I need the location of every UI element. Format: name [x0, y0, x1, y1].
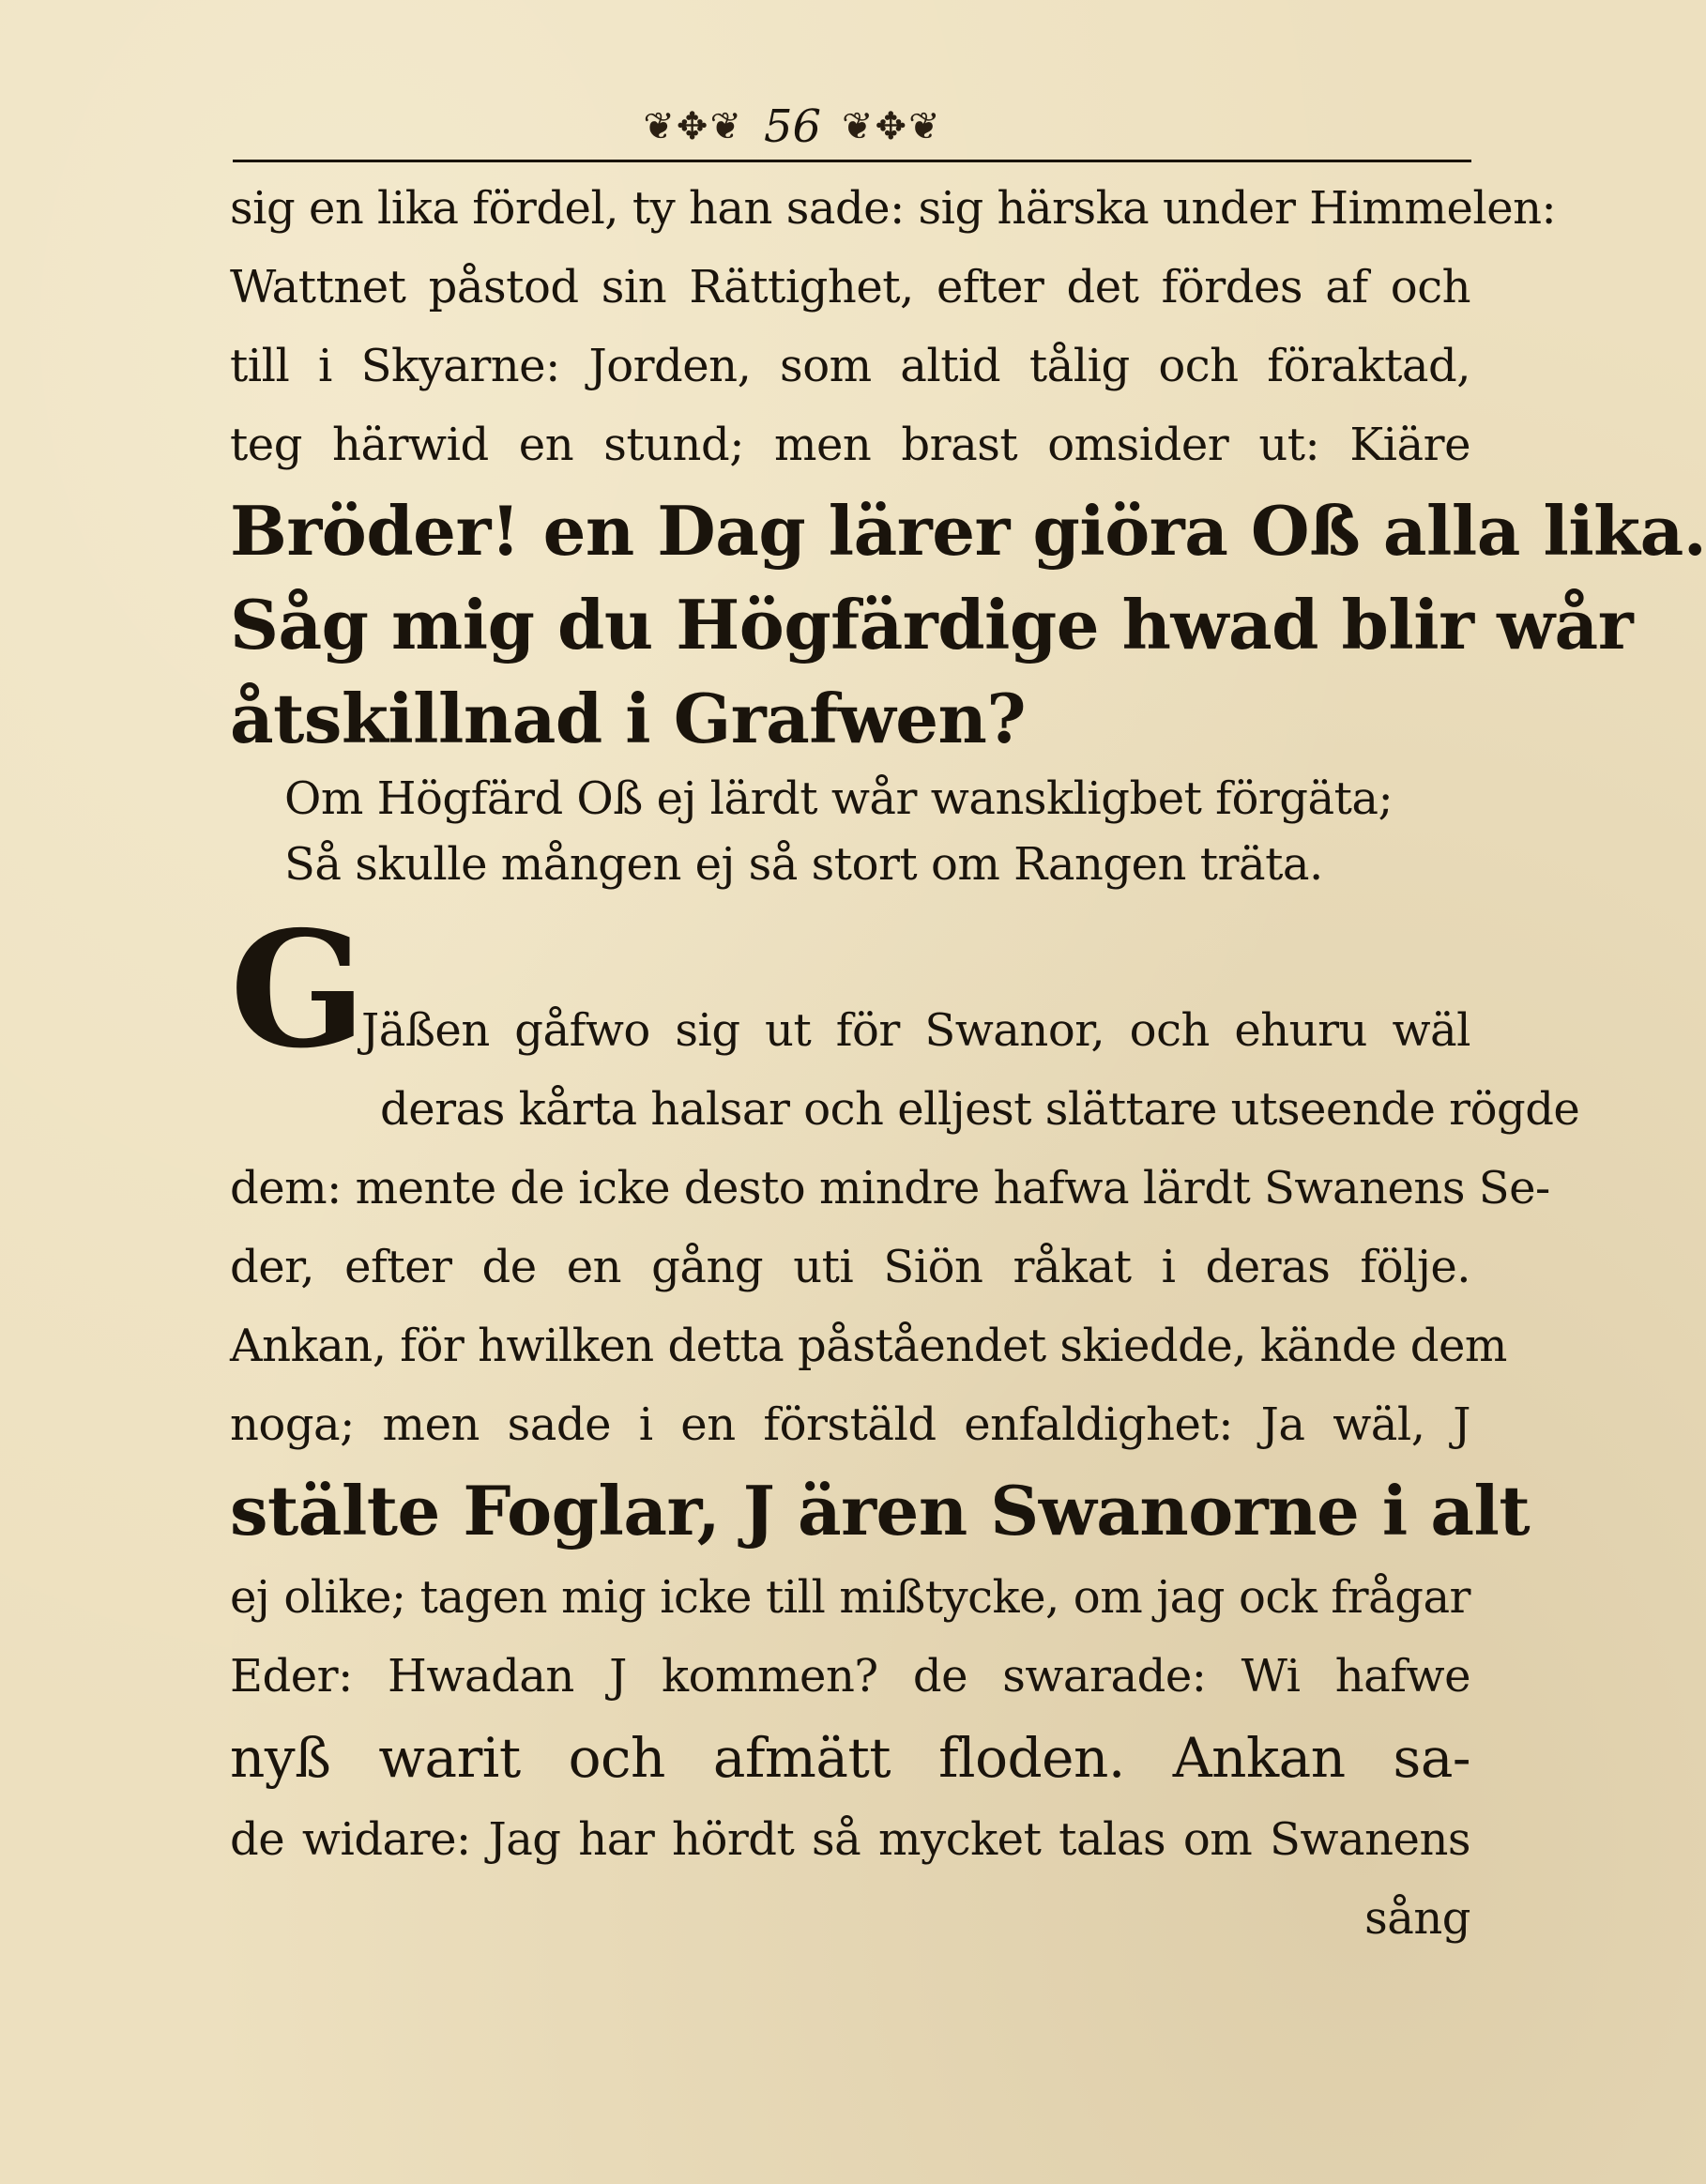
ornament-left-icon: ❦✥❦	[643, 105, 743, 148]
text-line: åtskillnad i Grafwen?	[230, 679, 1027, 758]
text-line: Såg mig du Högfärdige hwad blir wår	[230, 585, 1634, 664]
text-line: Wattnet påstod sin Rättighet, efter det fördes af och	[230, 261, 1470, 313]
text-line: der, efter de en gång uti Siön råkat i deras följe.	[230, 1241, 1470, 1293]
verse-line: Så skulle mången ej så stort om Rangen träta.	[284, 838, 1323, 891]
page-number: 56	[763, 100, 822, 153]
text-line: dem: mente de icke desto mindre hafwa lärdt Swanens Se-	[230, 1162, 1550, 1214]
catchword: sång	[1364, 1892, 1470, 1945]
text-line: Eder: Hwadan J kommen? de swarade: Wi hafwe	[230, 1650, 1470, 1703]
text-line: deras kårta halsar och elljest slättare utseende rögde	[380, 1083, 1580, 1136]
text-line: stälte Foglar, J ären Swanorne i alt	[230, 1471, 1531, 1550]
text-line: noga; men sade i en förstäld enfaldighet: Ja wäl, J	[230, 1398, 1470, 1451]
text-line: Bröder! en Dag lärer giöra Oß alla lika.	[230, 491, 1706, 571]
text-line: ej olike; tagen mig icke till mißtycke, om jag ock frågar	[230, 1571, 1470, 1624]
text-line: teg härwid en stund; men brast omsider ut: Kiäre	[230, 419, 1470, 471]
page-header	[0, 99, 1585, 155]
verse-line: Om Högfärd Oß ej lärdt wår wanskligbet förgäta;	[284, 772, 1394, 825]
text-line: de widare: Jag har hördt så mycket talas om Swanens	[230, 1813, 1470, 1866]
text-line: Ankan, för hwilken detta påståendet skiedde, kände dem	[230, 1320, 1507, 1372]
verse-block	[230, 766, 1394, 897]
text-line: Jäßen gåfwo sig ut för Swanor, och ehuru wäl	[361, 1004, 1470, 1057]
header-rule	[233, 160, 1471, 162]
text-line: till i Skyarne: Jorden, som altid tålig och föraktad,	[230, 340, 1470, 392]
text-line: sig en lika fördel, ty han sade: sig härska under Himmelen:	[230, 182, 1557, 235]
ornament-right-icon: ❦✥❦	[842, 105, 942, 148]
paragraph-opening	[230, 896, 1470, 1084]
drop-cap: G	[230, 896, 367, 1084]
text-line: nyß warit och afmätt floden. Ankan sa-	[230, 1726, 1470, 1790]
body-text	[230, 169, 1706, 1958]
